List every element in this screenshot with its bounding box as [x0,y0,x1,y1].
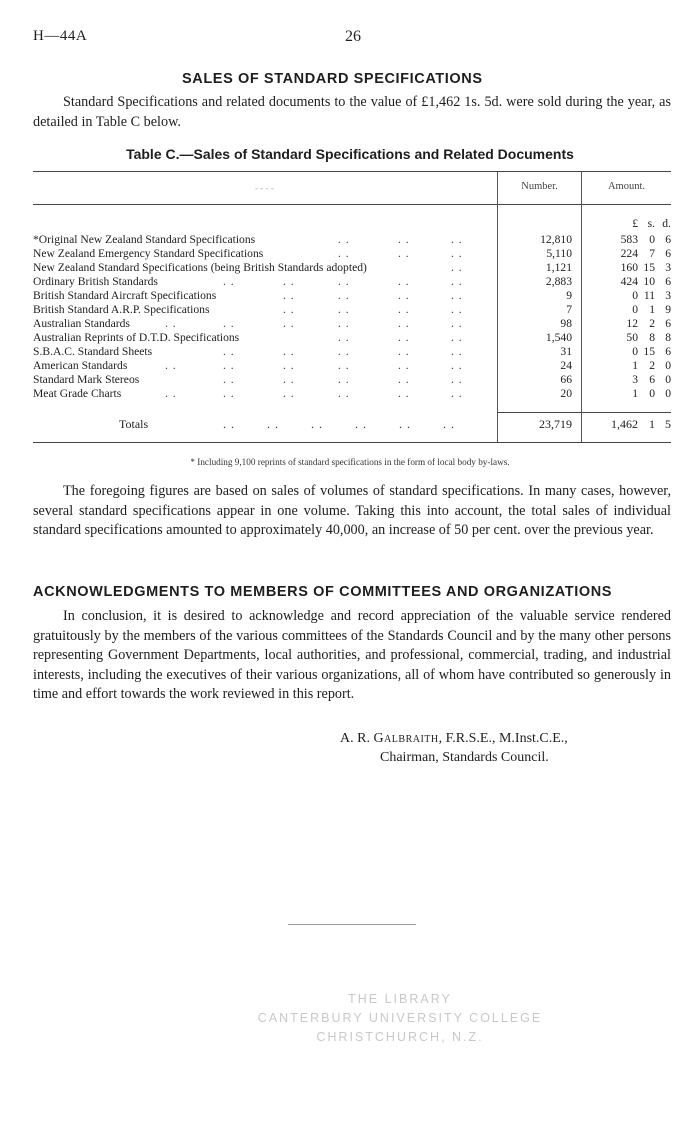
row-number: 12,810 [540,233,572,246]
column-header-amount: Amount. [607,181,646,192]
table-row [33,317,671,331]
table-bottom-rule [33,442,671,443]
table-row [33,303,671,317]
row-shillings: 2 [649,317,655,330]
row-number: 66 [560,373,572,386]
row-number: 7 [566,303,572,316]
row-description: Australian Reprints of D.T.D. Specifications [33,331,240,344]
leader-dots: . . [451,303,463,316]
leader-dots: . . [451,373,463,386]
page-number: 26 [345,28,361,45]
leader-dots: . . [283,359,295,372]
acknowledgments-paragraph: In conclusion, it is desired to acknowledge and record appreciation of the valuable service rendered gratuitously by the members of the various committees of the Standards Council and by the many other persons representing Government Departments, local authorities, and professional, commercial, trading, and industrial interests, including the executives of their various organizations, all of whom have contributed so generously in time and effort towards the work reviewed in this report. [33,608,671,702]
row-pence: 0 [665,359,671,372]
row-pounds: 3 [632,373,638,386]
table-row [33,289,671,303]
row-shillings: 2 [649,359,655,372]
row-pence: 9 [665,303,671,316]
unit-pence: d. [662,217,671,230]
leader-dots: . . [338,387,350,400]
row-description: Meat Grade Charts [33,387,122,400]
leader-dots: . . [398,387,410,400]
row-description: S.B.A.C. Standard Sheets [33,345,153,358]
leader-dots: . . [338,373,350,386]
row-pounds: 224 [620,247,638,260]
signatory-line [340,731,568,747]
row-description: New Zealand Emergency Standard Specifications [33,247,264,260]
leader-dots: . . [451,359,463,372]
row-number: 31 [560,345,572,358]
table-top-rule [33,171,671,172]
leader-dots: . . [398,345,410,358]
row-pence: 6 [665,233,671,246]
stamp-line-library: THE LIBRARY [348,992,452,1006]
row-description: New Zealand Standard Specifications (being British Standards adopted) [33,261,367,274]
table-caption: Table C.—Sales of Standard Specifications and Related Documents [126,146,574,162]
table-row [33,331,671,345]
table-row [33,233,671,247]
leader-dots: . . [398,275,410,288]
row-description: *Original New Zealand Standard Specifications [33,233,256,246]
table-row [33,387,671,401]
leader-dots: . . [165,317,177,330]
currency-units-row [33,217,671,231]
sales-intro-paragraph: Standard Specifications and related documents to the value of £1,462 1s. 5d. were sold during the year, as detailed in Table C below. [33,94,671,130]
leader-dots: . . [398,233,410,246]
row-number: 1,540 [545,331,572,344]
row-number: 98 [560,317,572,330]
leader-dots: . . [398,373,410,386]
signatory-title: Chairman, Standards Council. [380,750,549,765]
leader-dots: . . [451,247,463,260]
row-pence: 6 [665,247,671,260]
row-pence: 6 [665,275,671,288]
stamp-line-college: CANTERBURY UNIVERSITY COLLEGE [257,1011,543,1025]
totals-leader-dots: . . . . . . . . . . . . [223,417,455,431]
leader-dots: . . [398,359,410,372]
row-number: 5,110 [546,247,572,260]
row-pence: 6 [665,345,671,358]
table-row [33,261,671,275]
row-shillings: 15 [643,261,655,274]
leader-dots: . . [165,359,177,372]
section-title-sales: SALES OF STANDARD SPECIFICATIONS [182,71,483,87]
leader-dots: . . [451,387,463,400]
row-description: American Standards [33,359,128,372]
row-number: 2,883 [545,275,572,288]
signatory-credentials: , F.R.S.E., M.Inst.C.E., [438,731,568,746]
leader-dots: . . [398,331,410,344]
row-number: 20 [560,387,572,400]
leader-dots: . . [338,317,350,330]
leader-dots: . . [338,247,350,260]
row-description: Australian Standards [33,317,130,330]
table-footnote: * Including 9,100 reprints of standard specifications in the form of local body by-laws. [190,457,510,467]
totals-row [33,417,671,433]
row-pounds: 1 [632,359,638,372]
leader-dots: . . [223,359,235,372]
row-description: British Standard A.R.P. Specifications [33,303,210,316]
signatory-name: Galbraith [373,731,439,746]
leader-dots: . . [451,233,463,246]
row-number: 1,121 [545,261,572,274]
leader-dots: . . [283,275,295,288]
sales-table [33,171,671,455]
row-pence: 3 [665,289,671,302]
leader-dots: . . [451,275,463,288]
totals-pounds: 1,462 [611,417,638,431]
row-pence: 8 [665,331,671,344]
totals-shillings: 1 [649,417,655,431]
leader-dots: . . [283,303,295,316]
stamp-line-city: CHRISTCHURCH, N.Z. [316,1030,484,1044]
leader-dots: . . [338,359,350,372]
leader-dots: . . [338,303,350,316]
page-header [33,28,671,48]
figures-paragraph: The foregoing figures are based on sales of volumes of standard specifications. In many cases, however, several standard specifications appear in one volume. Taking this into account, the total sales of individual standard specifications amounted to approximately 40,000, an increase of 50 per cent. over the previous year. [33,483,671,538]
row-pounds: 583 [620,233,638,246]
leader-dots: . . [223,275,235,288]
row-pence: 0 [665,373,671,386]
table-row [33,373,671,387]
document-code: H—44A [33,28,88,44]
signatory-initials: A. R. [340,731,370,746]
column-header-number: Number. [521,181,558,192]
row-pence: 6 [665,317,671,330]
leader-dots: . . [398,303,410,316]
library-stamp [250,990,550,1047]
row-shillings: 0 [649,387,655,400]
row-pounds: 160 [620,261,638,274]
table-header-rule [33,204,671,205]
row-pounds: 12 [626,317,638,330]
leader-dots: . . [451,317,463,330]
leader-dots: . . [338,331,350,344]
leader-dots: . . [451,345,463,358]
leader-dots: . . [451,289,463,302]
row-shillings: 10 [643,275,655,288]
unit-shillings: s. [647,217,655,230]
row-shillings: 7 [649,247,655,260]
leader-dots: . . [398,289,410,302]
row-shillings: 11 [643,289,655,302]
totals-number: 23,719 [539,417,572,431]
leader-dots: . . [398,247,410,260]
totals-label: Totals [119,417,149,431]
row-pounds: 1 [632,387,638,400]
leader-dots: . . [283,373,295,386]
row-shillings: 15 [643,345,655,358]
leader-dots: . . [451,331,463,344]
section-title-acknowledgments: ACKNOWLEDGMENTS TO MEMBERS OF COMMITTEES AND ORGANIZATIONS [33,584,613,600]
row-pounds: 424 [620,275,638,288]
row-description: Ordinary British Standards [33,275,158,288]
description-header-dash: - - - - [255,183,274,193]
table-row [33,275,671,289]
leader-dots: . . [283,289,295,302]
row-description: British Standard Aircraft Specifications [33,289,217,302]
leader-dots: . . [338,345,350,358]
row-pounds: 0 [632,289,638,302]
row-shillings: 6 [649,373,655,386]
leader-dots: . . [223,345,235,358]
leader-dots: . . [338,233,350,246]
row-shillings: 1 [649,303,655,316]
leader-dots: . . [451,261,463,274]
leader-dots: . . [223,373,235,386]
row-pence: 0 [665,387,671,400]
unit-pounds: £ [632,217,638,230]
row-pounds: 0 [632,303,638,316]
row-description: Standard Mark Stereos [33,373,140,386]
leader-dots: . . [283,387,295,400]
totals-rule [498,412,671,413]
table-row [33,247,671,261]
row-number: 24 [560,359,572,372]
leader-dots: . . [223,317,235,330]
row-pence: 3 [665,261,671,274]
leader-dots: . . [223,387,235,400]
row-pounds: 50 [626,331,638,344]
table-row [33,359,671,373]
row-pounds: 0 [632,345,638,358]
leader-dots: . . [283,345,295,358]
leader-dots: . . [338,289,350,302]
leader-dots: . . [398,317,410,330]
leader-dots: . . [283,317,295,330]
row-shillings: 8 [649,331,655,344]
row-number: 9 [566,289,572,302]
closing-rule [288,924,416,925]
row-shillings: 0 [649,233,655,246]
table-row [33,345,671,359]
totals-pence: 5 [665,417,671,431]
leader-dots: . . [338,275,350,288]
leader-dots: . . [165,387,177,400]
